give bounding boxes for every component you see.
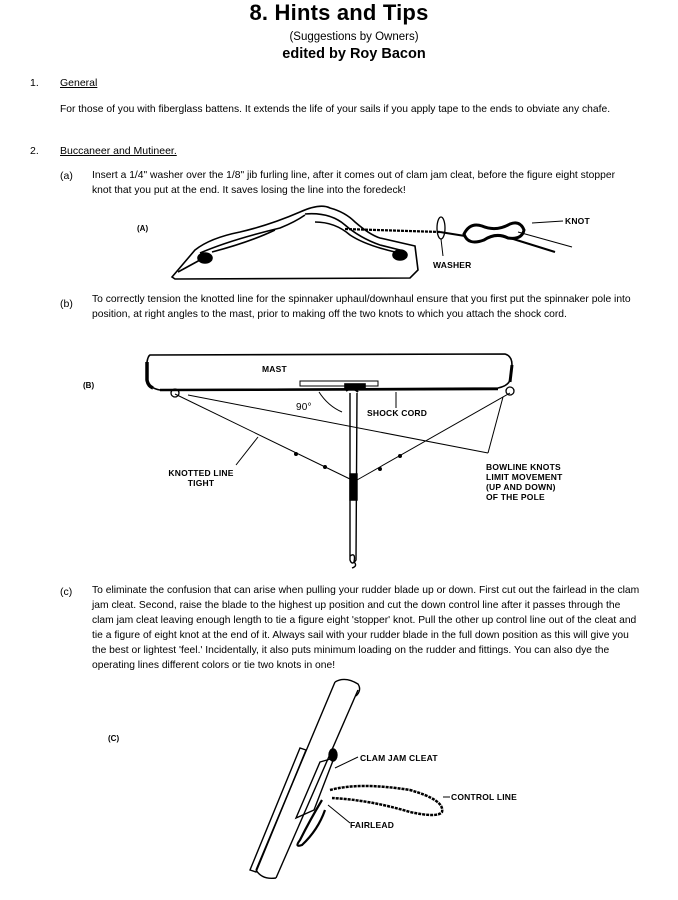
callout-control-line: CONTROL LINE: [451, 792, 517, 802]
item-c-marker: (c): [60, 586, 73, 598]
page-title: 8. Hints and Tips: [249, 0, 429, 25]
callout-angle: 90°: [296, 402, 312, 413]
callout-fairlead: FAIRLEAD: [350, 820, 395, 830]
item-b-marker: (b): [60, 298, 73, 310]
callout-bowline-1: BOWLINE KNOTS: [486, 462, 561, 472]
callout-bowline-3: (UP AND DOWN): [486, 482, 556, 492]
item-c-text: To eliminate the confusion that can arise when pulling your rudder blade up or down. First cut out the fairlead in the clam jam cleat. Second, raise the blade to the highest up position and cut the down control line after it passes through the clam jam cleat leaving enough length to tie a figure eight 'stopper' knot. Pull the other up control line out of the cleat and tie a figure of eight knot at the end of it. Always sail with your rudder blade in the full down position as this will give you the best or lightest 'feel.' Incidentally, it also puts minimum loading on the rudder and fittings. You can also dye the operating lines different colors or tie two knots in one!: [92, 585, 640, 671]
callout-knot: KNOT: [565, 216, 590, 226]
item-a-marker: (a): [60, 170, 73, 182]
callout-bowline-4: OF THE POLE: [486, 492, 545, 502]
callout-mast: MAST: [262, 364, 287, 374]
item-b-text: To correctly tension the knotted line for the spinnaker uphaul/downhaul ensure that you first put the spinnaker pole into position, at right angles to the mast, prior to making off the two knots to which you attach the shock cord.: [92, 294, 631, 320]
figure-b-label: (B): [83, 381, 95, 390]
section-2-number: 2.: [30, 145, 39, 157]
section-1-number: 1.: [30, 77, 39, 89]
figure-a-label: (A): [137, 224, 149, 233]
callout-knotted-line-2: TIGHT: [187, 478, 215, 488]
page-subtitle: (Suggestions by Owners): [289, 31, 419, 43]
page-editor: edited by Roy Bacon: [282, 46, 426, 62]
callout-shock-cord: SHOCK CORD: [367, 408, 428, 418]
item-a-text: Insert a 1/4" washer over the 1/8" jib furling line, after it comes out of clam jam cleat, before the figure eight stopper knot that you put at the end. It saves losing the line into the foredeck!: [92, 170, 615, 196]
callout-washer: WASHER: [433, 260, 472, 270]
figure-c-label: (C): [108, 734, 120, 743]
section-1-body: For those of you with fiberglass battens. It extends the life of your sails if you apply tape to the ends to obviate any chafe.: [60, 104, 611, 115]
callout-bowline-2: LIMIT MOVEMENT: [486, 472, 563, 482]
callout-clam-jam-cleat: CLAM JAM CLEAT: [360, 753, 438, 763]
control-line-icon: [297, 757, 450, 846]
rudder-stock-icon: [250, 679, 360, 878]
section-2-heading: Buccaneer and Mutineer.: [60, 145, 177, 157]
callout-knotted-line-1: KNOTTED LINE: [168, 468, 234, 478]
section-1-heading: General: [60, 77, 98, 89]
